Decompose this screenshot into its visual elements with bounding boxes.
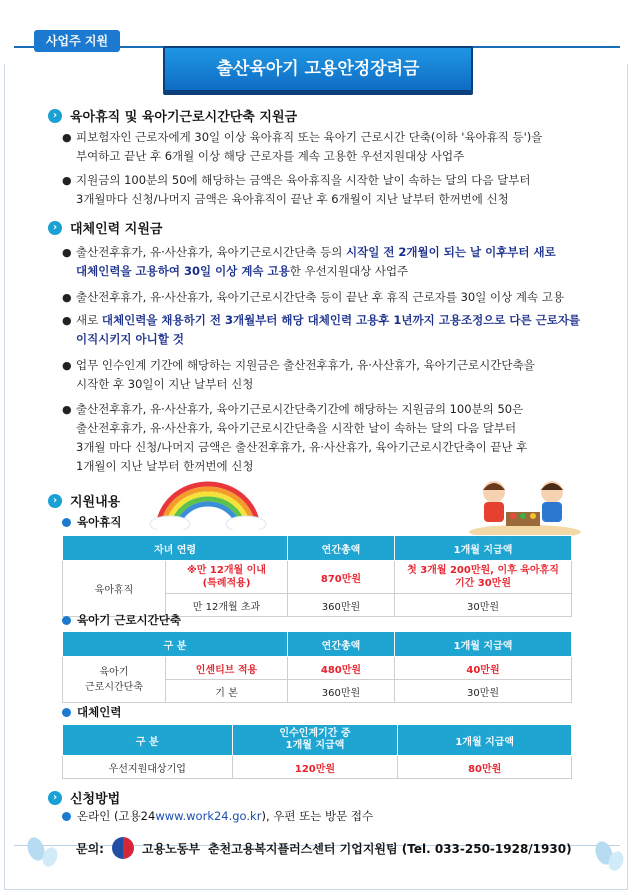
chevron-right-icon: › xyxy=(48,221,62,235)
section-title: 지원내용 xyxy=(70,495,121,510)
bullet-item: ● 출산전후휴가, 유·사산휴가, 육아기근로시간단축 등의 시작일 전 2개월이 되는 날 이후부터 새로 대체인력을 고용하여 30일 이상 계속 고용한 우선지원대상 사업주 xyxy=(62,245,556,278)
circle-bullet-icon xyxy=(62,708,71,717)
row-label: 육아휴직 xyxy=(63,561,166,617)
section-title: 신청방법 xyxy=(70,792,121,807)
table-cell: 30만원 xyxy=(395,680,572,703)
rainbow-illustration xyxy=(148,478,268,530)
table-cell: 인센티브 적용 xyxy=(166,657,288,680)
circle-bullet-icon xyxy=(62,518,71,527)
section-title: 대체인력 지원금 xyxy=(70,222,163,237)
table-reduced-hours xyxy=(62,631,572,703)
table-header: 1개월 지급액 xyxy=(398,725,572,756)
table-parental-leave xyxy=(62,535,572,617)
table-cell: 360만원 xyxy=(288,680,395,703)
contact-label: 문의: xyxy=(76,841,104,856)
table-cell: 기 본 xyxy=(166,680,288,703)
leaf-decoration-icon xyxy=(590,829,630,879)
subheading-leave: 육아휴직 xyxy=(62,514,121,530)
chevron-right-icon: › xyxy=(48,494,62,508)
section-heading-replacement xyxy=(48,218,162,237)
bullet-item: ● 새로 대체인력을 채용하기 전 3개월부터 해당 대체인력 고용후 1년까지 고용조정으로 다른 근로자를 이직시키지 아니할 것 xyxy=(62,313,581,346)
table-cell: 첫 3개월 200만원, 이후 육아휴직 기간 30만원 xyxy=(395,561,572,594)
ministry-logo-icon xyxy=(112,837,134,859)
row-label: 육아기 근로시간단축 xyxy=(63,657,166,703)
table-header: 1개월 지급액 xyxy=(395,632,572,657)
table-cell: 360만원 xyxy=(288,594,395,617)
table-cell: 40만원 xyxy=(395,657,572,680)
subheading-reduced-hours: 육아기 근로시간단축 xyxy=(62,612,181,628)
table-cell: 870만원 xyxy=(288,561,395,594)
apply-method: 온라인 (고용24 www.work24.go.kr ), 우편 또는 방문 접수 xyxy=(62,808,373,824)
category-tag: 사업주 지원 xyxy=(34,30,120,52)
bullet-item: ● 지원금의 100분의 50에 해당하는 금액은 육아휴직을 시작한 날이 속하는 달의 다음 달부터 3개월마다 신청/나머지 금액은 육아휴직이 끝난 후 6개월이 지난 날부터 한꺼번에 신청 xyxy=(62,173,531,206)
bullet-item: ● 피보험자인 근로자에게 30일 이상 육아휴직 또는 육아기 근로시간 단축(이하 '육아휴직 등')을 부여하고 끝난 후 6개월 이상 해당 근로자를 계속 고용한 우선지원대상 사업주 xyxy=(62,130,543,163)
ministry-name: 고용노동부 xyxy=(141,841,200,856)
section-heading-support xyxy=(48,491,120,510)
table-cell: 30만원 xyxy=(395,594,572,617)
chevron-right-icon: › xyxy=(48,109,62,123)
table-header: 구 분 xyxy=(63,725,233,756)
bullet-item: ● 출산전후휴가, 유·사산휴가, 육아기근로시간단축 등이 끝난 후 휴직 근로자를 30일 이상 계속 고용 xyxy=(62,290,564,304)
bullet-item: ● 업무 인수인계 기간에 해당하는 지원금은 출산전후휴가, 유·사산휴가, 육아기근로시간단축을 시작한 후 30일이 지난 날부터 신청 xyxy=(62,358,535,391)
table-header: 구 분 xyxy=(63,632,288,657)
table-header: 인수인계기간 중 1개월 지급액 xyxy=(232,725,398,756)
table-cell: 480만원 xyxy=(288,657,395,680)
table-cell: 120만원 xyxy=(232,756,398,779)
chevron-right-icon: › xyxy=(48,791,62,805)
children-illustration xyxy=(466,476,584,538)
table-cell: 만 12개월 초과 xyxy=(166,594,288,617)
leaf-decoration-icon xyxy=(22,829,62,879)
subheading-replacement: 대체인력 xyxy=(62,704,121,720)
table-cell: 80만원 xyxy=(398,756,572,779)
table-header: 1개월 지급액 xyxy=(395,536,572,561)
section-heading-leave xyxy=(48,106,297,125)
contact-info: 춘천고용복지플러스센터 기업지원팀 (Tel. 033-250-1928/1930) xyxy=(207,841,572,856)
table-header: 자녀 연령 xyxy=(63,536,288,561)
bullet-item: ● 출산전후휴가, 유·사산휴가, 육아기근로시간단축기간에 해당하는 지원금의 100분의 50은 출산전후휴가, 유·사산휴가, 육아기근로시간단축을 시작한 날이 속하는 달의 다음 달부터 3개월 마다 신청/나머지 금액은 출산전후휴가, 유·사산휴가, 육아기근로시간단축이 끝난 후 1개월이 지난 날부터 한꺼번에 신청 xyxy=(62,402,528,473)
section-title: 육아휴직 및 육아기근로시간단축 지원금 xyxy=(70,110,298,125)
table-header: 연간총액 xyxy=(288,536,395,561)
table-cell: ※만 12개월 이내 (특례적용) xyxy=(166,561,288,594)
table-replacement xyxy=(62,724,572,779)
section-heading-apply xyxy=(48,788,120,807)
page-title: 출산육아기 고용안정장려금 xyxy=(163,46,473,92)
table-header: 연간총액 xyxy=(288,632,395,657)
circle-bullet-icon xyxy=(62,616,71,625)
work24-link[interactable]: www.work24.go.kr xyxy=(155,809,262,823)
contact-line xyxy=(76,837,572,859)
table-cell: 우선지원대상기업 xyxy=(63,756,233,779)
